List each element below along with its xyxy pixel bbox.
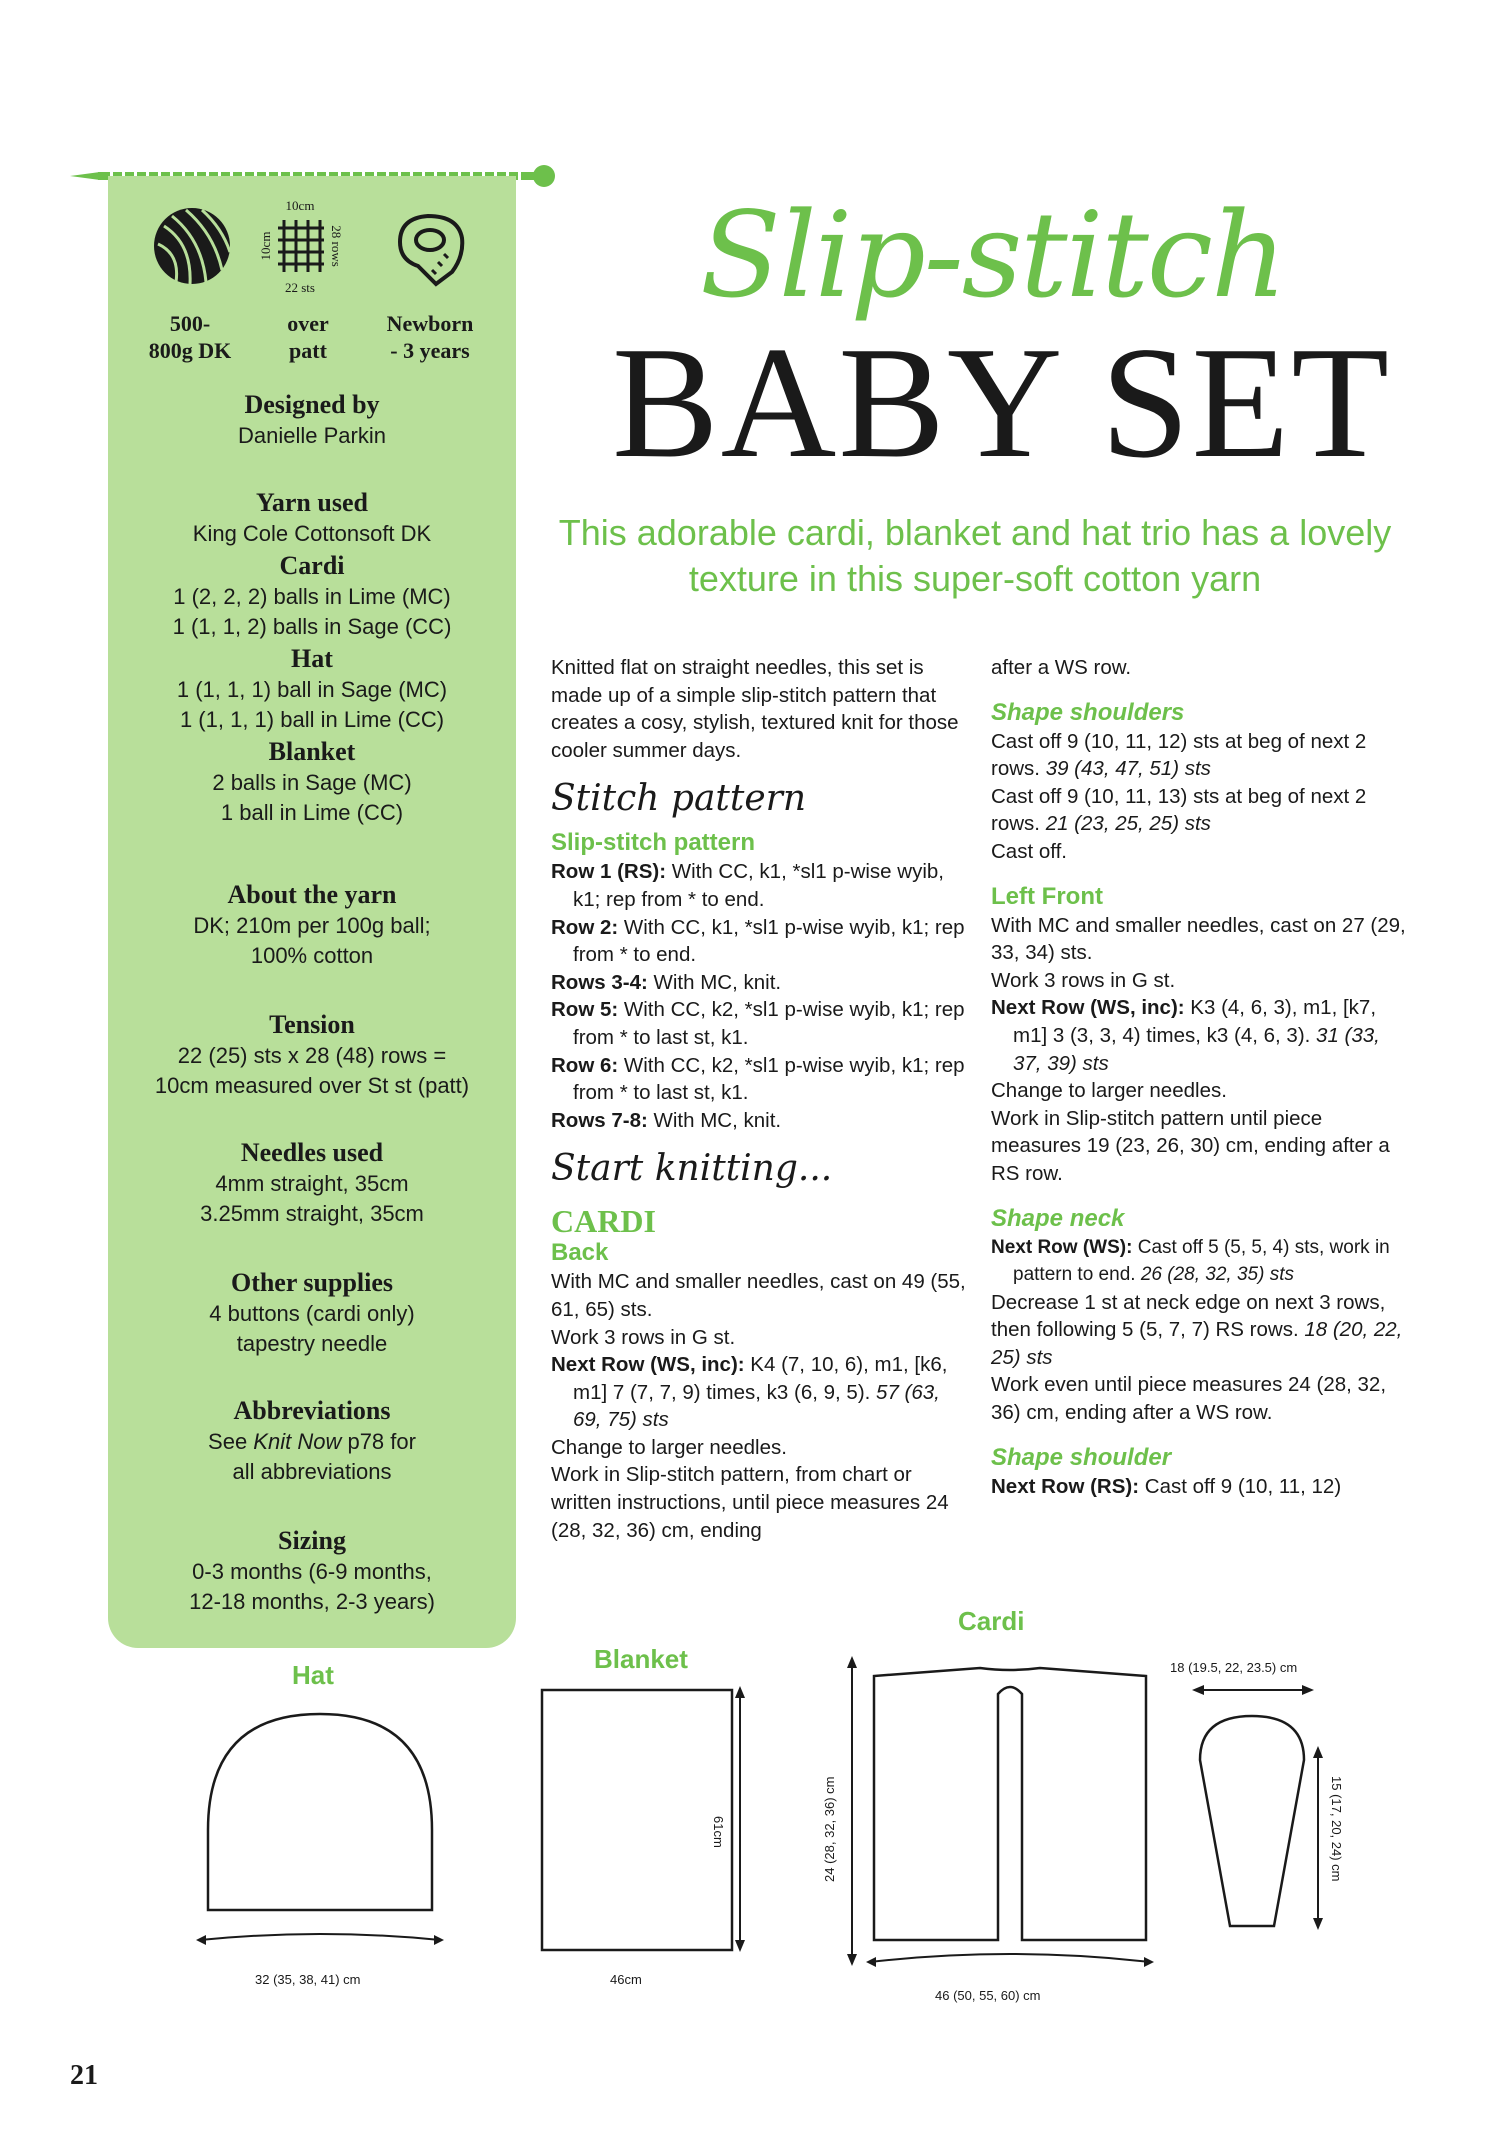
- cardi-yarn-heading: Cardi: [279, 551, 345, 580]
- needles-line: 4mm straight, 35cm: [215, 1171, 409, 1196]
- shape-shoulders-heading: Shape shoulders: [991, 698, 1185, 726]
- shape-neck-heading: Shape neck: [991, 1204, 1125, 1232]
- instruction-paragraph: Next Row (WS, inc): K3 (4, 6, 3), m1, [k7, m1] 3 (3, 3, 4) times, k3 (4, 6, 3). 31 (33, 37, 39) sts: [991, 996, 1380, 1075]
- abbreviations-heading: Abbreviations: [233, 1396, 391, 1425]
- instruction-paragraph: after a WS row.: [991, 656, 1132, 679]
- instruction-paragraph: With MC and smaller needles, cast on 27 (29, 33, 34) sts.: [991, 913, 1406, 965]
- sleeve-length-measurement: 15 (17, 20, 24) cm: [1329, 1776, 1344, 1882]
- pattern-row: Row 2: With CC, k1, *sl1 p-wise wyib, k1; rep from * to end.: [551, 915, 965, 967]
- about-yarn-section: [108, 878, 516, 971]
- hat-yarn-heading: Hat: [291, 644, 333, 673]
- hat-diagram-label: Hat: [292, 1660, 334, 1690]
- intro-paragraph: Knitted flat on straight needles, this set is made up of a simple slip-stitch pattern that creates a cosy, stylish, textured knit for those cooler summer days.: [551, 656, 959, 762]
- start-knitting-heading: Start knitting...: [551, 1148, 833, 1190]
- designer-section: [108, 388, 516, 451]
- left-front-heading: Left Front: [991, 882, 1103, 910]
- other-supplies-section: [108, 1266, 516, 1359]
- instruction-paragraph: Cast off.: [991, 839, 1067, 863]
- instruction-paragraph: With MC and smaller needles, cast on 49 (55, 61, 65) sts.: [551, 1270, 966, 1321]
- blanket-yarn-heading: Blanket: [268, 737, 356, 766]
- instruction-paragraph: Change to larger needles.: [551, 1435, 787, 1459]
- stitch-pattern-heading: Stitch pattern: [551, 778, 807, 820]
- cardi-schematic: [830, 1640, 1170, 1990]
- instruction-paragraph: Change to larger needles.: [991, 1079, 1227, 1103]
- hat-yarn-line: 1 (1, 1, 1) ball in Sage (MC): [176, 677, 448, 702]
- hat-yarn-line: 1 (1, 1, 1) ball in Lime (CC): [179, 707, 445, 732]
- sizing-line: 0-3 months (6-9 months,: [192, 1559, 432, 1584]
- other-supplies-line: 4 buttons (cardi only): [209, 1301, 415, 1326]
- tension-heading: Tension: [269, 1010, 355, 1039]
- sleeve-schematic: [1180, 1680, 1350, 1980]
- script-title: Slip-stitch: [700, 186, 1285, 324]
- instruction-paragraph: Next Row (RS): Cast off 9 (10, 11, 12): [991, 1474, 1342, 1498]
- instruction-paragraph: Cast off 9 (10, 11, 12) sts at beg of next 2 rows. 39 (43, 47, 51) sts: [991, 729, 1367, 781]
- instructions-column-2: [991, 654, 1411, 1500]
- pattern-info-sidebar: [108, 176, 516, 1648]
- other-supplies-line: tapestry needle: [236, 1331, 388, 1356]
- shape-shoulder-heading: Shape shoulder: [991, 1443, 1172, 1471]
- cardi-heading: CARDI: [551, 1203, 656, 1240]
- slip-stitch-pattern-heading: Slip-stitch pattern: [551, 829, 756, 857]
- sizing-section: [108, 1524, 516, 1617]
- about-yarn-line: 100% cotton: [250, 943, 374, 968]
- about-yarn-line: DK; 210m per 100g ball;: [193, 913, 431, 938]
- pattern-row: Row 5: With CC, k2, *sl1 p-wise wyib, k1; rep from * to last st, k1.: [551, 998, 965, 1049]
- tension-gauge-icon: [254, 200, 364, 300]
- blanket-diagram-label: Blanket: [594, 1644, 688, 1674]
- cardi-height-measurement: 24 (28, 32, 36) cm: [822, 1776, 837, 1882]
- cardi-width-measurement: 46 (50, 55, 60) cm: [935, 1988, 1041, 2003]
- quick-fact-tension: over patt: [287, 311, 329, 363]
- gauge-left-label: 10cm: [258, 231, 273, 261]
- other-supplies-heading: Other supplies: [230, 1268, 394, 1297]
- cardi-yarn-line: 1 (2, 2, 2) balls in Lime (MC): [173, 584, 451, 609]
- cardi-diagram-label: Cardi: [958, 1606, 1025, 1636]
- blanket-yarn-line: 1 ball in Lime (CC): [220, 800, 404, 825]
- hat-width-measurement: 32 (35, 38, 41) cm: [255, 1972, 361, 1987]
- quick-fact-yarn-weight: 500- 800g DK: [148, 311, 232, 363]
- yarn-ball-icon: [150, 204, 234, 288]
- needles-section: [108, 1136, 516, 1229]
- blanket-yarn-line: 2 balls in Sage (MC): [212, 770, 412, 795]
- sleeve-width-measurement: 18 (19.5, 22, 23.5) cm: [1170, 1660, 1298, 1675]
- tape-measure-icon: [392, 208, 472, 288]
- sizing-line: 12-18 months, 2-3 years): [189, 1589, 435, 1614]
- yarn-section: [108, 486, 516, 828]
- instruction-paragraph: Work even until piece measures 24 (28, 32, 36) cm, ending after a WS row.: [991, 1373, 1387, 1425]
- abbreviations-line: all abbreviations: [232, 1459, 392, 1484]
- abbreviations-line: See Knit Now p78 for: [208, 1429, 416, 1454]
- tension-line: 10cm measured over St st (patt): [154, 1073, 470, 1098]
- instruction-paragraph: Decrease 1 st at neck edge on next 3 rows, then following 5 (5, 7, 7) RS rows. 18 (20, 22, 25) sts: [991, 1290, 1403, 1369]
- instruction-paragraph: Work 3 rows in G st.: [991, 968, 1176, 992]
- designed-by-heading: Designed by: [244, 390, 380, 419]
- sizing-heading: Sizing: [278, 1526, 346, 1555]
- pattern-row: Rows 3-4: With MC, knit.: [551, 970, 782, 994]
- cardi-yarn-line: 1 (1, 1, 2) balls in Sage (CC): [172, 614, 452, 639]
- subtitle: This adorable cardi, blanket and hat trio has a lovely texture in this super-soft cotton yarn: [558, 512, 1392, 599]
- instructions-column-1: [551, 654, 971, 1544]
- pattern-row: Row 6: With CC, k2, *sl1 p-wise wyib, k1; rep from * to last st, k1.: [551, 1053, 965, 1105]
- instruction-paragraph: Work in Slip-stitch pattern until piece measures 19 (23, 26, 30) cm, ending after a RS row.: [991, 1106, 1390, 1185]
- quick-fact-sizes: Newborn - 3 years: [386, 311, 474, 363]
- gauge-top-label: 10cm: [285, 200, 315, 213]
- instruction-paragraph: Next Row (WS): Cast off 5 (5, 5, 4) sts, work in pattern to end. 26 (28, 32, 35) sts: [991, 1236, 1390, 1286]
- page-number: 21: [70, 2060, 98, 2091]
- instruction-paragraph: Cast off 9 (10, 11, 13) sts at beg of next 2 rows. 21 (23, 25, 25) sts: [991, 784, 1367, 836]
- about-yarn-heading: About the yarn: [227, 880, 397, 909]
- blanket-height-measurement: 61cm: [711, 1816, 726, 1848]
- instruction-paragraph: Work 3 rows in G st.: [551, 1325, 736, 1349]
- tension-section: [108, 1008, 516, 1101]
- yarn-used-heading: Yarn used: [256, 488, 368, 517]
- gauge-right-label: 28 rows: [329, 225, 344, 267]
- pattern-row: Rows 7-8: With MC, knit.: [551, 1108, 782, 1132]
- instruction-paragraph: Next Row (WS, inc): K4 (7, 10, 6), m1, [k6, m1] 7 (7, 7, 9) times, k3 (6, 9, 5). 57 (63, 69, 75) sts: [551, 1353, 948, 1432]
- blanket-width-measurement: 46cm: [610, 1972, 642, 1987]
- pattern-row: Row 1 (RS): With CC, k1, *sl1 p-wise wyib, k1; rep from * to end.: [551, 860, 944, 911]
- abbreviations-section: [108, 1394, 516, 1487]
- gauge-bottom-label: 22 sts: [285, 280, 315, 295]
- designer-name: Danielle Parkin: [238, 423, 386, 448]
- tension-line: 22 (25) sts x 28 (48) rows =: [177, 1043, 447, 1068]
- yarn-name: King Cole Cottonsoft DK: [192, 521, 432, 546]
- back-heading: Back: [551, 1239, 609, 1267]
- instruction-paragraph: Work in Slip-stitch pattern, from chart or written instructions, until piece measures 24 (28, 32, 36) cm, ending: [551, 1463, 949, 1542]
- page-title: BABY SET: [612, 313, 1392, 491]
- needles-line: 3.25mm straight, 35cm: [200, 1201, 424, 1226]
- needles-heading: Needles used: [240, 1138, 384, 1167]
